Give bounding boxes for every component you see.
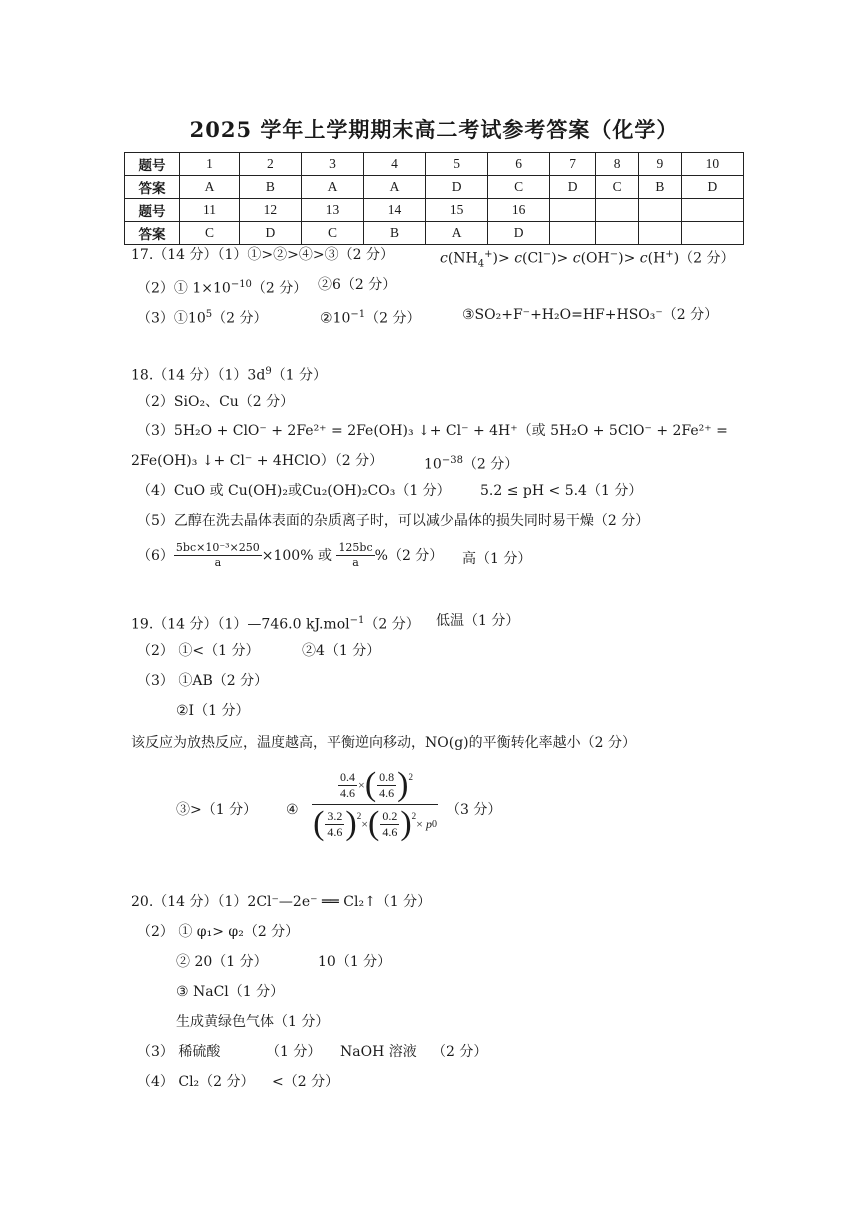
- table-cell: D: [550, 176, 596, 199]
- row-label: 题号: [125, 153, 180, 176]
- table-cell: D: [426, 176, 488, 199]
- table-row: [125, 199, 744, 222]
- q20-line5: 生成黄绿色气体（1 分）: [176, 1014, 330, 1030]
- table-cell: C: [180, 222, 240, 245]
- table-cell: D: [488, 222, 550, 245]
- answer-table: [124, 152, 744, 245]
- table-cell: 3: [301, 153, 363, 176]
- row-label: 答案: [125, 222, 180, 245]
- q20-line2: （2） ① φ₁> φ₂（2 分）: [137, 924, 300, 940]
- table-cell: D: [681, 176, 743, 199]
- q19-line2b: ②4（1 分）: [302, 643, 381, 659]
- table-cell: 16: [488, 199, 550, 222]
- table-cell: 8: [596, 153, 639, 176]
- table-cell: C: [488, 176, 550, 199]
- q20-line6c: NaOH 溶液: [340, 1044, 417, 1060]
- table-cell: C: [301, 222, 363, 245]
- q18-line6: （5）乙醇在洗去晶体表面的杂质离子时，可以减少晶体的损失同时易干燥（2 分）: [137, 513, 650, 529]
- q17-line2b: ②6（2 分）: [318, 277, 397, 293]
- q20-line6d: （2 分）: [432, 1044, 488, 1060]
- q18-line3: （3）5H₂O + ClO⁻ + 2Fe²⁺ = 2Fe(OH)₃ ↓+ Cl⁻ + 4H⁺（或 5H₂O + 5ClO⁻ + 2Fe²⁺ =: [137, 423, 728, 439]
- q17-line1: 17.（14 分）（1）①>②>④>③（2 分）: [131, 247, 394, 263]
- q17-line3b: $②10^{-1}(2$ 分）: [320, 309, 421, 327]
- table-row: [125, 153, 744, 176]
- table-cell: 11: [180, 199, 240, 222]
- table-row: [125, 222, 744, 245]
- q19-line5: 该反应为放热反应，温度越高，平衡逆向移动，NO(g)的平衡转化率越小（2 分）: [131, 735, 636, 751]
- q20-line7a: （4） Cl₂（2 分）: [137, 1074, 255, 1090]
- table-cell: [596, 222, 639, 245]
- table-cell: [681, 199, 743, 222]
- table-cell: [596, 199, 639, 222]
- table-cell: 12: [239, 199, 301, 222]
- table-cell: A: [426, 222, 488, 245]
- table-cell: D: [239, 222, 301, 245]
- table-cell: 2: [239, 153, 301, 176]
- q20-line1: 20.（14 分）（1）2Cl⁻—2e⁻ ══ Cl₂↑（1 分）: [131, 894, 432, 910]
- q18-line7: （6） $\frac{\text{5bc×10⁻³×250}}{a}$ ×100% 或 $\frac{125bc}{a}$ %（2 分）: [137, 541, 444, 569]
- table-cell: B: [364, 222, 426, 245]
- equilibrium-constant-expression: $\frac{0.4}{4.6}$ × ( 0.8 4.6 ) 2 ( 3.2 4.6 ) 2 × ( 0.2 4.6 ) 2 × p 0: [313, 766, 437, 842]
- table-cell: [550, 199, 596, 222]
- q19-line6a: ③>（1 分）: [176, 802, 258, 818]
- q19-line3: （3） ①AB（2 分）: [137, 673, 269, 689]
- row-label: 答案: [125, 176, 180, 199]
- table-cell: [681, 222, 743, 245]
- page-title: 2025 学年上学期期末高二考试参考答案（化学）: [189, 117, 679, 142]
- c-symbol: c: [440, 250, 448, 267]
- table-cell: B: [239, 176, 301, 199]
- q20-line6a: （3） 稀硫酸: [137, 1044, 221, 1060]
- q19-line4: ②I（1 分）: [176, 703, 250, 719]
- table-cell: 7: [550, 153, 596, 176]
- table-cell: 14: [364, 199, 426, 222]
- fraction-1: $\frac{\text{5bc×10⁻³×250}}{a}$: [175, 541, 260, 569]
- table-cell: 1: [180, 153, 240, 176]
- table-cell: 15: [426, 199, 488, 222]
- q19-line6b: ④: [286, 802, 299, 818]
- q17-line2a: （2）① $1\times 10^{-10}(2$ 分）: [137, 279, 308, 297]
- table-cell: 10: [681, 153, 743, 176]
- q17-line3c: ③SO₂+F⁻+H₂O=HF+HSO₃⁻（2 分）: [462, 307, 719, 323]
- q18-line2: （2）SiO₂、Cu（2 分）: [137, 394, 295, 410]
- table-cell: 5: [426, 153, 488, 176]
- table-cell: A: [364, 176, 426, 199]
- q17-line3a: $(3)①10^5(2$ 分）: [137, 309, 268, 327]
- q17-ion-order: $c(NH_4^+)> c(Cl^-)> c(OH^-)> c(H^+)(2$ 分）: [440, 249, 735, 270]
- row-label: 题号: [125, 199, 180, 222]
- table-cell: 4: [364, 153, 426, 176]
- q19-line1: 19.（14 分）（1）—746.0 kJ.mol$^{-1}$（2 分）: [131, 615, 420, 633]
- table-cell: A: [180, 176, 240, 199]
- q18-line7-end: 高（1 分）: [462, 551, 532, 567]
- q20-line6b: （1 分）: [266, 1044, 322, 1060]
- q18-line1: 18.（14 分）$(1)3d^9(1$ 分）: [131, 366, 328, 384]
- q20-line7b: <（2 分）: [272, 1074, 340, 1090]
- table-cell: 13: [301, 199, 363, 222]
- table-cell: [550, 222, 596, 245]
- table-cell: [639, 222, 682, 245]
- q20-line3a: ② 20（1 分）: [176, 954, 268, 970]
- q19-line2a: （2） ①<（1 分）: [137, 643, 260, 659]
- table-row: [125, 176, 744, 199]
- q18-line5a: （4）CuO 或 Cu(OH)₂或Cu₂(OH)₂CO₃（1 分）: [137, 483, 451, 499]
- table-cell: A: [301, 176, 363, 199]
- q19-line1-end: 低温（1 分）: [436, 613, 520, 629]
- q20-line3b: 10（1 分）: [318, 954, 392, 970]
- table-cell: 6: [488, 153, 550, 176]
- q18-line4a: 2Fe(OH)₃ ↓+ Cl⁻ + 4HClO）（2 分）: [131, 453, 384, 469]
- fraction-2: $\frac{125bc}{a}$: [338, 541, 373, 569]
- q18-line4b: $10^{-38}(2$ 分）: [424, 455, 519, 473]
- table-cell: B: [639, 176, 682, 199]
- q20-line4: ③ NaCl（1 分）: [176, 984, 285, 1000]
- q19-line6-tail: （3 分）: [446, 802, 502, 818]
- table-cell: 9: [639, 153, 682, 176]
- table-cell: [639, 199, 682, 222]
- table-cell: C: [596, 176, 639, 199]
- q18-line5b: 5.2 ≤ pH < 5.4（1 分）: [480, 483, 643, 499]
